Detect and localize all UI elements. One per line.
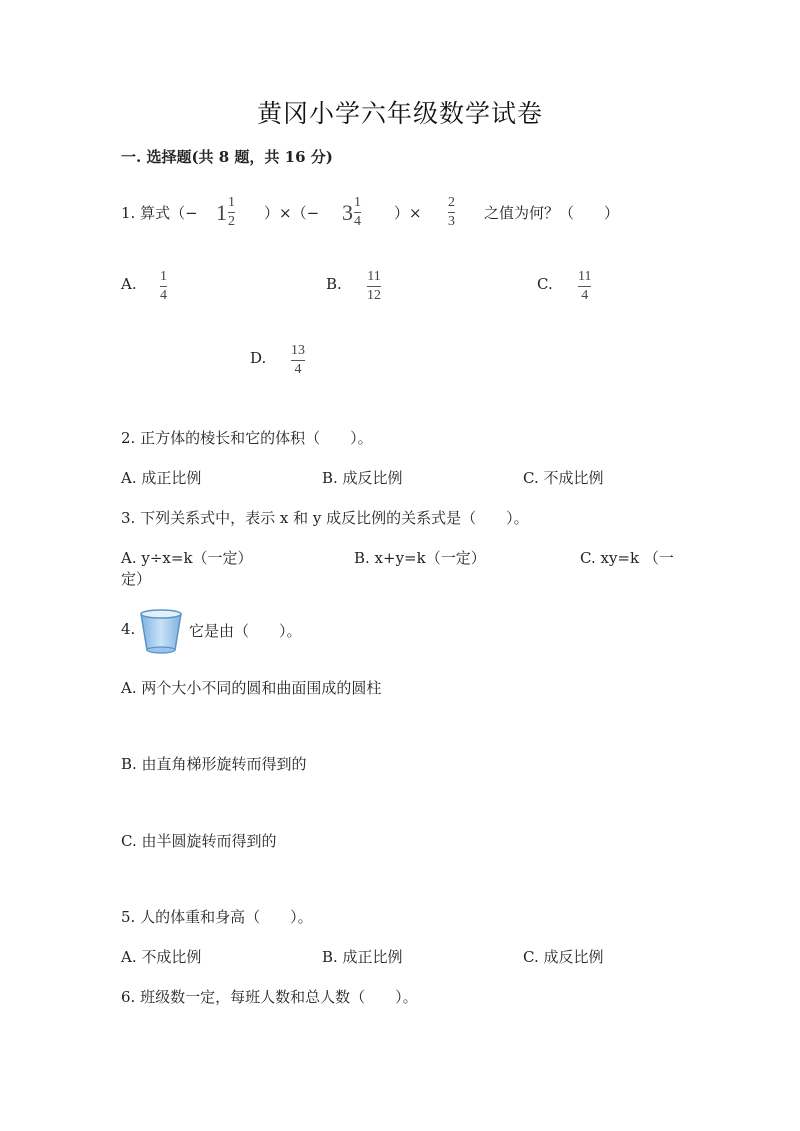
q1-m1-fraction <box>228 196 235 229</box>
q1-f3-num: 2 <box>448 195 455 210</box>
q4-option-b: B. 由直角梯形旋转而得到的 <box>121 755 307 773</box>
q1-m1-whole: 1 <box>216 199 227 225</box>
q1-fraction-3 <box>448 196 455 229</box>
q1-option-b-den: 12 <box>367 288 381 303</box>
q2-stem: 2. 正方体的棱长和它的体积（ ）。 <box>121 429 373 447</box>
q4-option-a: A. 两个大小不同的圆和曲面围成的圆柱 <box>121 679 382 697</box>
cup-icon <box>135 606 187 658</box>
page-title: 黄冈小学六年级数学试卷 <box>256 99 543 128</box>
section-heading: 一. 选择题(共 8 题，共 16 分) <box>121 148 333 166</box>
q1-option-b-label: B. <box>326 275 342 293</box>
q1-m2-den: 4 <box>354 214 361 229</box>
q2-option-c: C. 不成比例 <box>523 469 604 487</box>
q1-option-a-num: 1 <box>160 269 167 284</box>
q6-stem: 6. 班级数一定，每班人数和总人数（ ）。 <box>121 988 418 1006</box>
q5-stem: 5. 人的体重和身高（ ）。 <box>121 908 313 926</box>
q3-stem: 3. 下列关系式中，表示 x 和 y 成反比例的关系式是（ ）。 <box>121 509 529 527</box>
q5-option-c: C. 成反比例 <box>523 948 604 966</box>
q1-mixed-number-1 <box>216 196 235 229</box>
q3-option-c-wrap: 定） <box>121 570 152 588</box>
q1-mid: ）×（− <box>264 204 320 222</box>
q1-option-a-den: 4 <box>160 288 167 303</box>
q1-option-d-fraction <box>291 344 305 377</box>
q1-suffix: 之值为何？（ ） <box>484 204 620 222</box>
q3-option-c: C. xy=k （一 <box>580 549 674 567</box>
q1-m1-den: 2 <box>228 214 235 229</box>
q1-m2-whole: 3 <box>342 199 353 225</box>
q2-option-a: A. 成正比例 <box>121 469 202 487</box>
q1-option-a-label: A. <box>121 275 137 293</box>
q1-option-c-label: C. <box>537 275 553 293</box>
q1-option-c-num: 11 <box>578 269 592 284</box>
q4-option-c: C. 由半圆旋转而得到的 <box>121 832 277 850</box>
q1-option-a-fraction <box>160 270 167 303</box>
q1-option-b-num: 11 <box>367 269 381 284</box>
q3-option-b: B. x+y=k（一定） <box>354 549 486 567</box>
q1-option-c-den: 4 <box>581 288 589 303</box>
q1-f3-den: 3 <box>448 214 455 229</box>
q1-prefix: 1. 算式（− <box>121 204 198 222</box>
q1-option-d-den: 4 <box>294 362 302 377</box>
q3-option-a: A. y÷x=k（一定） <box>121 549 253 567</box>
q1-m2-fraction <box>354 196 361 229</box>
q1-option-d-label: D. <box>250 349 267 367</box>
q1-m2-num: 1 <box>354 195 361 210</box>
q4-number: 4. <box>121 620 136 638</box>
q1-mixed-number-2 <box>342 196 361 229</box>
q2-option-b: B. 成反比例 <box>322 469 403 487</box>
q5-option-b: B. 成正比例 <box>322 948 403 966</box>
q1-option-b-fraction <box>367 270 381 303</box>
q1-m1-num: 1 <box>228 195 235 210</box>
q1-times: ）× <box>394 204 422 222</box>
q4-stem: 它是由（ ）。 <box>189 622 302 640</box>
q1-option-c-fraction <box>578 270 591 303</box>
q5-option-a: A. 不成比例 <box>121 948 202 966</box>
q1-option-d-num: 13 <box>291 343 305 358</box>
